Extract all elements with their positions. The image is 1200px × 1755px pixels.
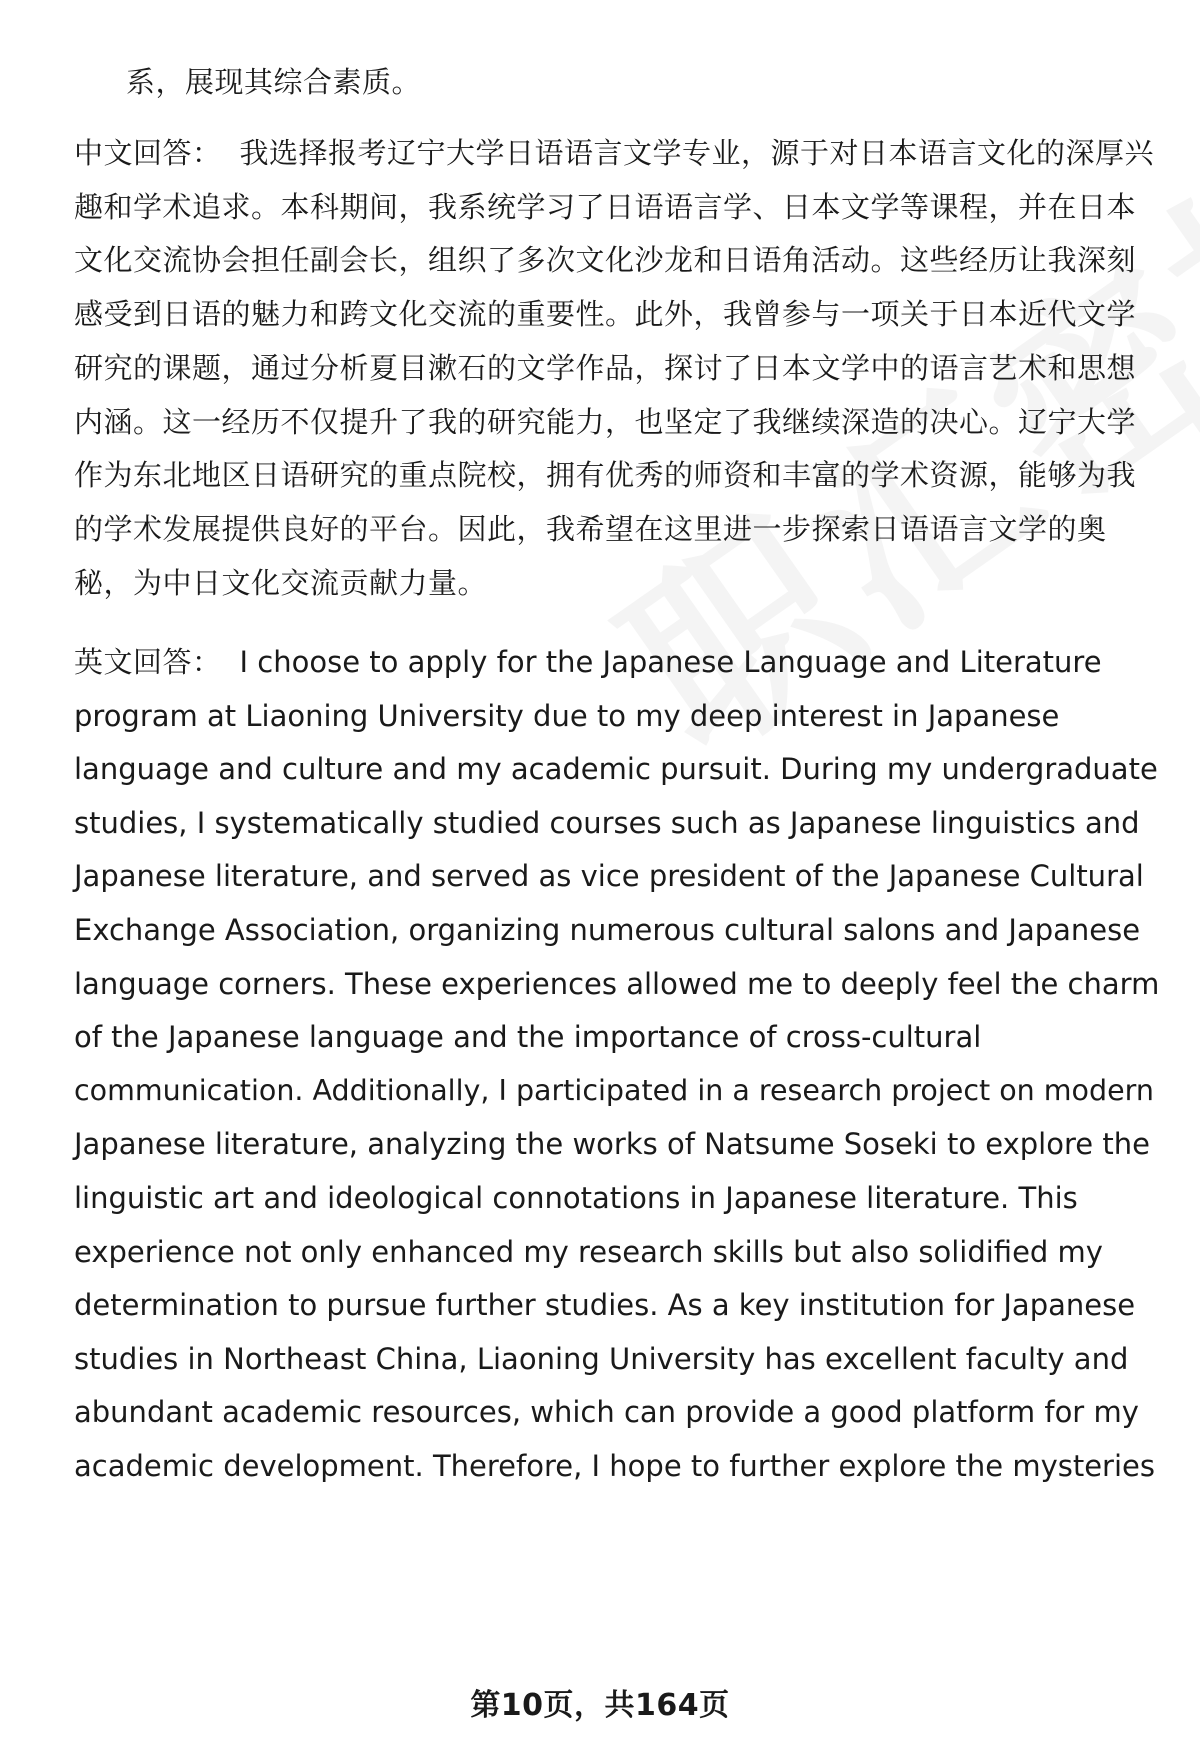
english-answer-line: linguistic art and ideological connotations in Japanese literature. This <box>74 1181 1078 1215</box>
english-answer-text: I choose to apply for the Japanese Language and Literature <box>239 645 1102 679</box>
english-answer-line: Japanese literature, analyzing the works of Natsume Soseki to explore the <box>74 1127 1150 1161</box>
chinese-answer-line-1 <box>74 136 1164 170</box>
english-answer-line-1 <box>74 645 1164 679</box>
english-answer-line: language corners. These experiences allowed me to deeply feel the charm <box>74 967 1160 1001</box>
english-answer-line: studies, I systematically studied courses such as Japanese linguistics and <box>74 806 1140 840</box>
chinese-answer-line: 趣和学术追求。本科期间，我系统学习了日语语言学、日本文学等课程，并在日本 <box>74 190 1137 224</box>
chinese-answer-line: 作为东北地区日语研究的重点院校，拥有优秀的师资和丰富的学术资源，能够为我 <box>74 458 1137 492</box>
chinese-answer-line: 文化交流协会担任副会长，组织了多次文化沙龙和日语角活动。这些经历让我深刻 <box>74 243 1137 277</box>
english-answer-line: Exchange Association, organizing numerous cultural salons and Japanese <box>74 913 1141 947</box>
english-answer-line: program at Liaoning University due to my deep interest in Japanese <box>74 699 1060 733</box>
chinese-answer-text: 我选择报考辽宁大学日语语言文学专业，源于对日本语言文化的深厚兴 <box>239 136 1155 170</box>
english-answer-line: language and culture and my academic pursuit. During my undergraduate <box>74 752 1158 786</box>
english-answer-line: of the Japanese language and the importance of cross-cultural <box>74 1020 982 1054</box>
chinese-answer-line: 感受到日语的魅力和跨文化交流的重要性。此外，我曾参与一项关于日本近代文学 <box>74 297 1137 331</box>
page-number: 第10页，共164页 <box>470 1688 730 1723</box>
english-answer-line: academic development. Therefore, I hope to further explore the mysteries <box>74 1449 1155 1483</box>
english-answer-line: determination to pursue further studies. As a key institution for Japanese <box>74 1288 1136 1322</box>
english-answer-line: studies in Northeast China, Liaoning University has excellent faculty and <box>74 1342 1129 1376</box>
english-answer-line: abundant academic resources, which can provide a good platform for my <box>74 1395 1139 1429</box>
watermark <box>560 0 1200 807</box>
english-answer-line: experience not only enhanced my research skills but also solidified my <box>74 1235 1103 1269</box>
chinese-answer-label: 中文回答： <box>74 136 222 170</box>
chinese-answer-line: 内涵。这一经历不仅提升了我的研究能力，也坚定了我继续深造的决心。辽宁大学 <box>74 405 1137 439</box>
english-answer-label: 英文回答： <box>74 645 222 679</box>
english-answer-line: Japanese literature, and served as vice president of the Japanese Cultural <box>74 859 1144 893</box>
chinese-answer-line: 秘，为中日文化交流贡献力量。 <box>74 566 488 600</box>
chinese-answer-line: 的学术发展提供良好的平台。因此，我希望在这里进一步探索日语语言文学的奥 <box>74 512 1107 546</box>
english-answer-line: communication. Additionally, I participated in a research project on modern <box>74 1074 1154 1107</box>
chinese-answer-line: 研究的课题，通过分析夏目漱石的文学作品，探讨了日本文学中的语言艺术和思想 <box>74 351 1137 385</box>
intro-line: 系，展现其综合素质。 <box>126 65 422 99</box>
